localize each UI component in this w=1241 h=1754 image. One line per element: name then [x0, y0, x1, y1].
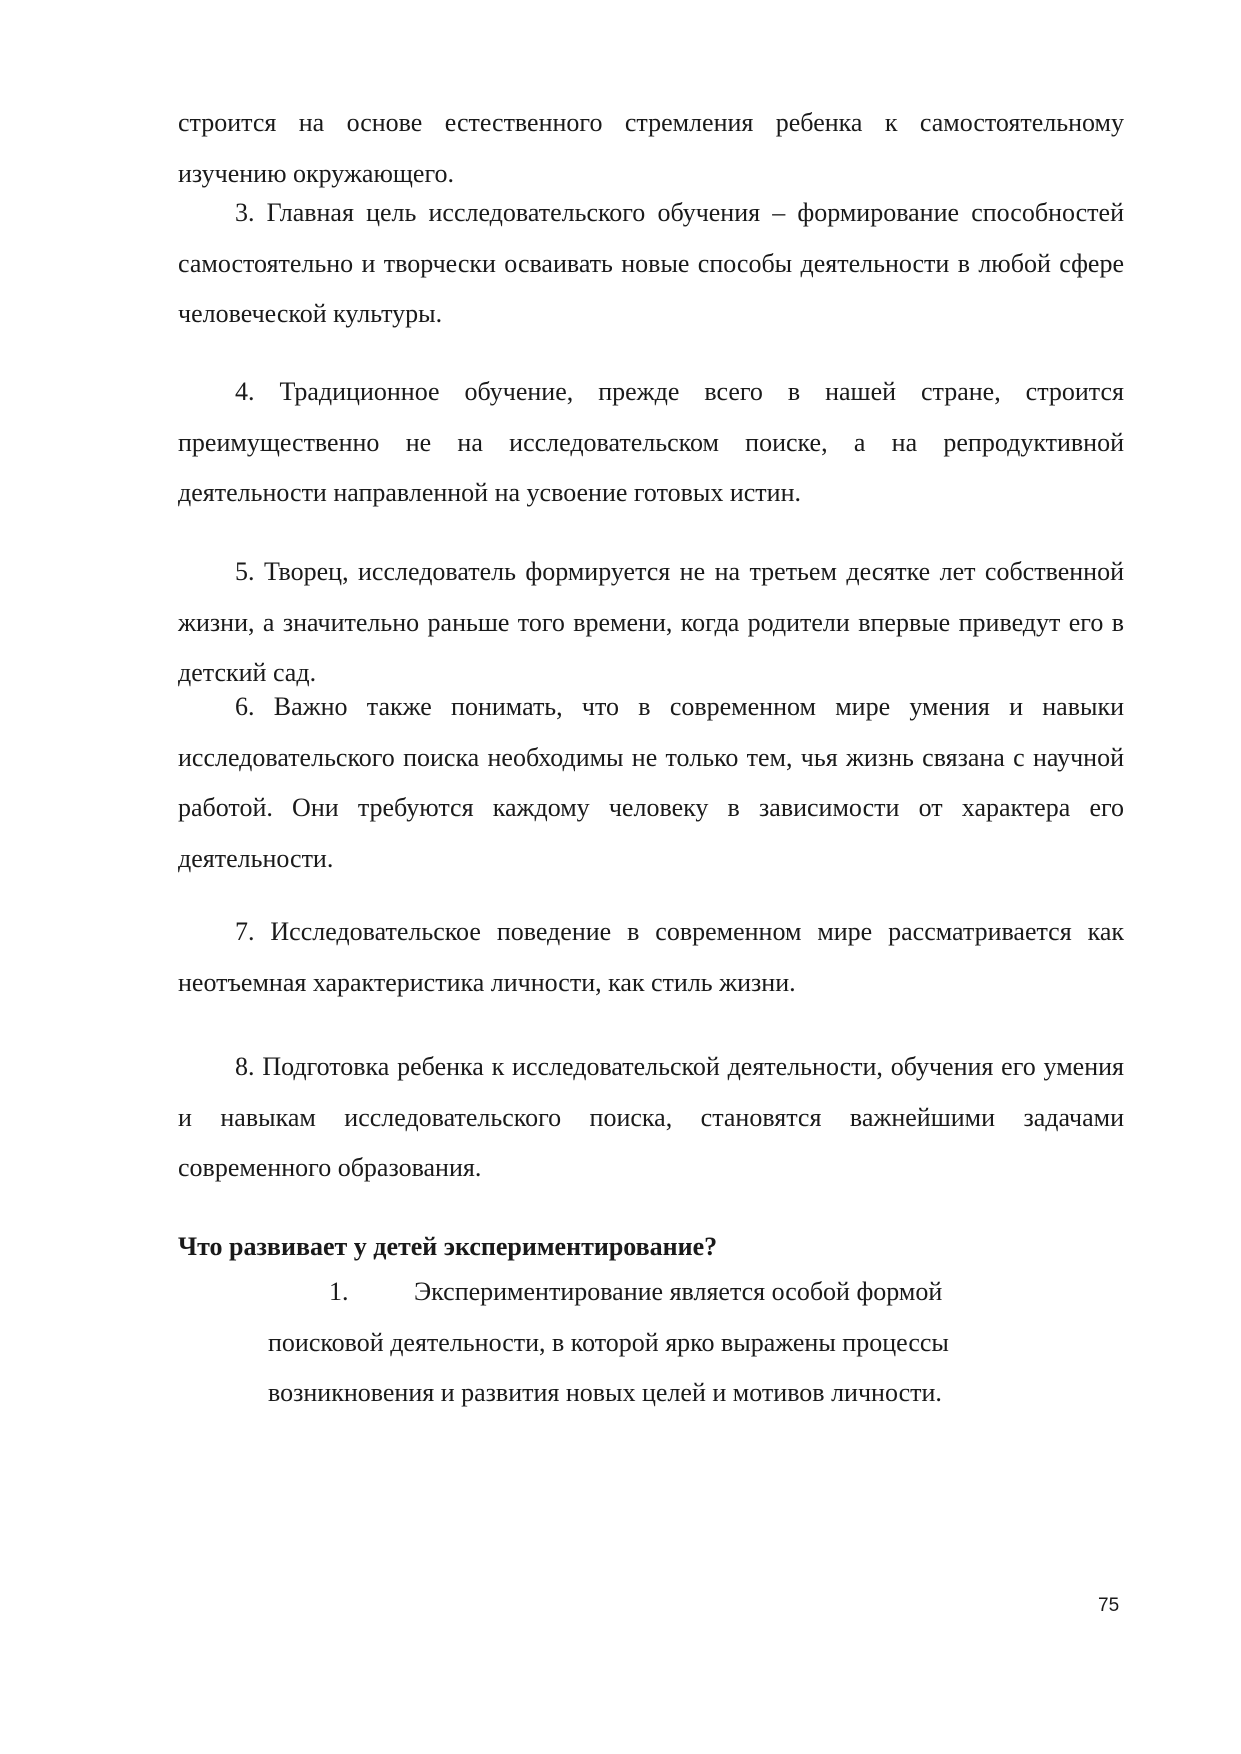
paragraph-intro: строится на основе естественного стремления ребенка к самостоятельному изучению окружающего. — [178, 108, 1124, 188]
paragraph-3: 3. Главная цель исследовательского обучения – формирование способностей самостоятельно и творчески осваивать новые способы деятельности в любой сфере человеческой культуры. — [178, 198, 1124, 328]
list-item-number: 1. — [329, 1277, 349, 1306]
paragraph-4: 4. Традиционное обучение, прежде всего в нашей стране, строится преимущественно не на исследовательском поиске, а на репродуктивной деятельности направленной на усвоение готовых истин. — [178, 377, 1124, 507]
paragraph-5: 5. Творец, исследователь формируется не на третьем десятке лет собственной жизни, а значительно раньше того времени, когда родители впервые приведут его в детский сад. — [178, 557, 1124, 687]
page-number: 75 — [1098, 1595, 1120, 1616]
list-item-text: Экспериментирование является особой формой поисковой деятельности, в которой ярко выражены процессы возникновения и развития новых целей и мотивов личности. — [268, 1277, 949, 1407]
section-heading: Что развивает у детей экспериментирование? — [178, 1232, 718, 1261]
numbered-list-item — [268, 1267, 1028, 1419]
paragraph-8: 8. Подготовка ребенка к исследовательской деятельности, обучения его умения и навыкам исследовательского поиска, становятся важнейшими задачами современного образования. — [178, 1052, 1124, 1182]
paragraph-6: 6. Важно также понимать, что в современном мире умения и навыки исследовательского поиска необходимы не только тем, чья жизнь связана с научной работой. Они требуются каждому человеку в зависимости от характера его деятельности. — [178, 692, 1124, 873]
paragraph-7: 7. Исследовательское поведение в современном мире рассматривается как неотъемная характеристика личности, как стиль жизни. — [178, 917, 1124, 997]
